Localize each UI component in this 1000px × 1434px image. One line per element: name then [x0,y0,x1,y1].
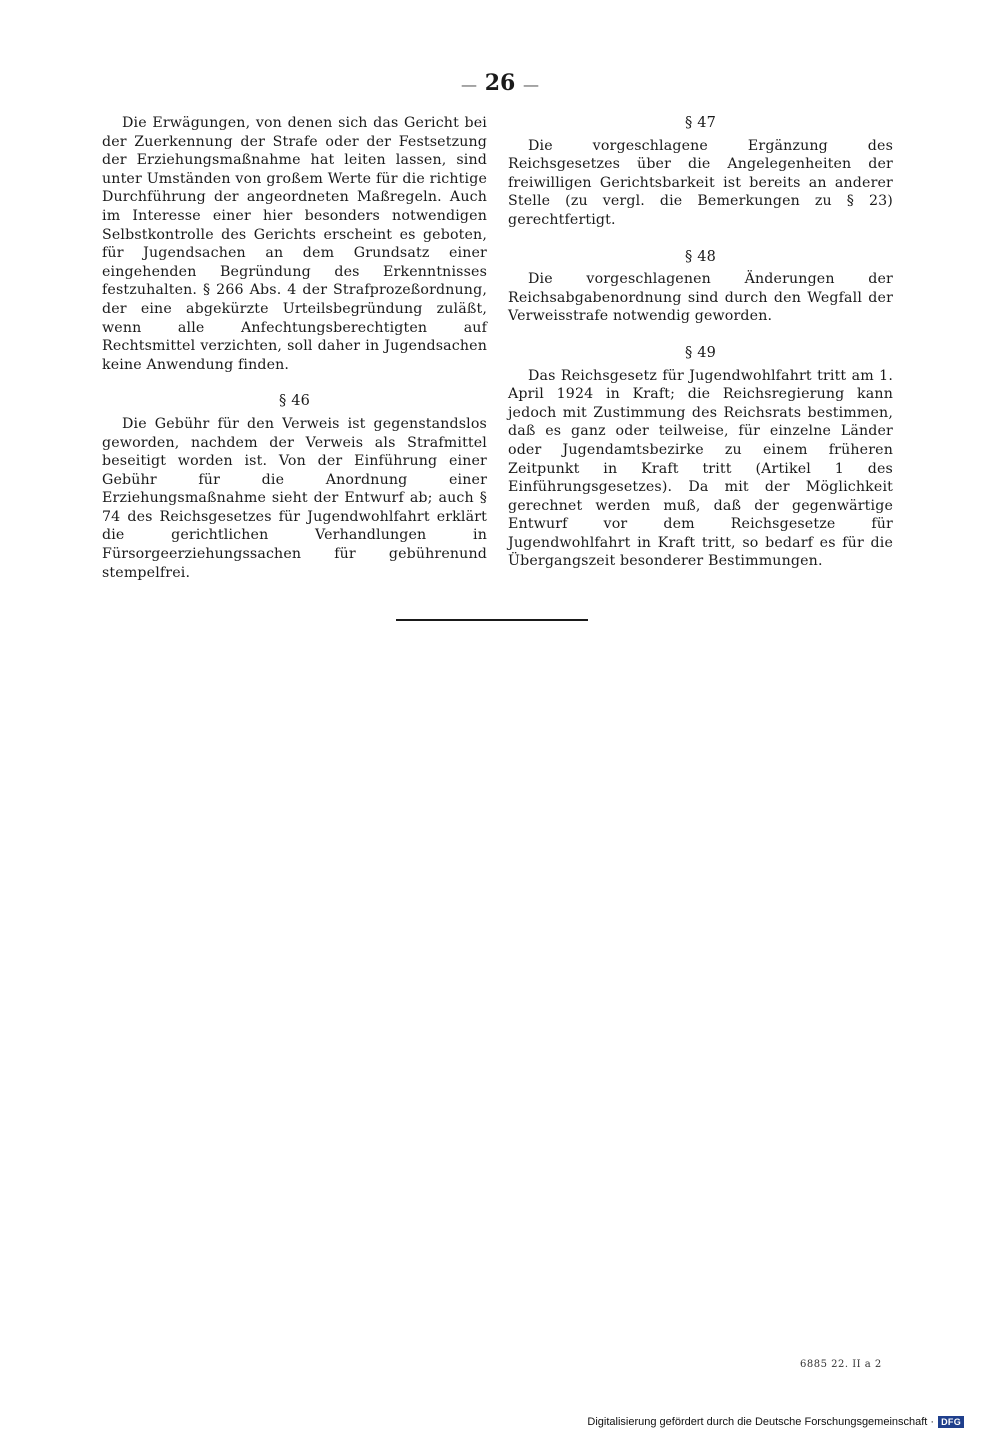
left-column [102,114,487,582]
section-46-heading: § 46 [279,393,310,410]
section-48-text: Die vorgeschlagenen Änderungen der Reichsabgabenordnung sind durch den Wegfall der Verweisstrafe notwendig geworden. [508,271,893,325]
section-49-text: Das Reichsgesetz für Jugendwohlfahrt tritt am 1. April 1924 in Kraft; die Reichsregierung kann jedoch mit Zustimmung des Reichsrats bestimmen, daß es ganz oder teilweise, für einzelne Länder oder Jugendamtsbezirke zu einem früheren Zeitpunkt in Kraft tritt (Artikel 1 des Einführungsgesetzes). Da mit der Möglichkeit gerechnet werden muß, daß der gegenwärtige Entwurf vor dem Reichsgesetze für Jugendwohlfahrt in Kraft tritt, so bedarf es für die Übergangszeit besonderer Bestimmungen. [508,367,893,570]
page-number-header [0,70,1000,96]
section-47-text: Die vorgeschlagene Ergänzung des Reichsgesetzes über die Angelegenheiten der freiwilligen Gerichtsbarkeit ist bereits an anderer Stelle (zu vergl. die Bemerkungen zu § 23) gerechtfertigt. [508,137,893,228]
right-column [508,114,893,571]
section-48-heading: § 48 [685,248,716,265]
section-46-text: Die Gebühr für den Verweis ist gegenstandslos geworden, nachdem der Verweis als Strafmittel beseitigt worden ist. Von der Einführung einer Gebühr für die Anordnung einer Erziehungsmaßnahme sieht der Entwurf ab; auch § 74 des Reichsgesetzes für Jugendwohlfahrt erklärt die gerichtlichen Verhandlungen in Fürsorgeerziehungssachen für gebührenund stempelfrei. [102,415,487,581]
section-47-heading: § 47 [685,115,716,131]
digitization-footer [587,1416,964,1428]
intro-paragraph: Die Erwägungen, von denen sich das Gericht bei der Zuerkennung der Strafe oder der Festsetzung der Erziehungsmaßnahme hat leiten lassen, sind unter Umständen von großem Werte für die richtige Durchführung der angeordneten Maßregeln. Auch im Interesse einer hier besonders notwendigen Selbstkontrolle des Gerichts erscheint es geboten, für Jugendsachen an dem Grundsatz einer eingehenden Begründung des Erkenntnisses festzuhalten. § 266 Abs. 4 der Strafprozeßordnung, der eine abgekürzte Urteilsbegründung zuläßt, wenn alle Anfechtungsberechtigten auf Rechtsmittel verzichten, soll daher in Jugendsachen keine Anwendung finden. [102,115,487,373]
end-rule-divider [396,619,588,621]
page-number-dash-left: — [461,75,478,94]
dfg-logo-icon: DFG [938,1416,964,1428]
footer-text: Digitalisierung gefördert durch die Deutsche Forschungsgemeinschaft · [587,1416,935,1428]
page-number: 26 [484,70,516,96]
print-code: 6885 22. II a 2 [800,1359,882,1370]
section-49-heading: § 49 [685,344,716,361]
page-number-dash-right: — [522,75,539,94]
